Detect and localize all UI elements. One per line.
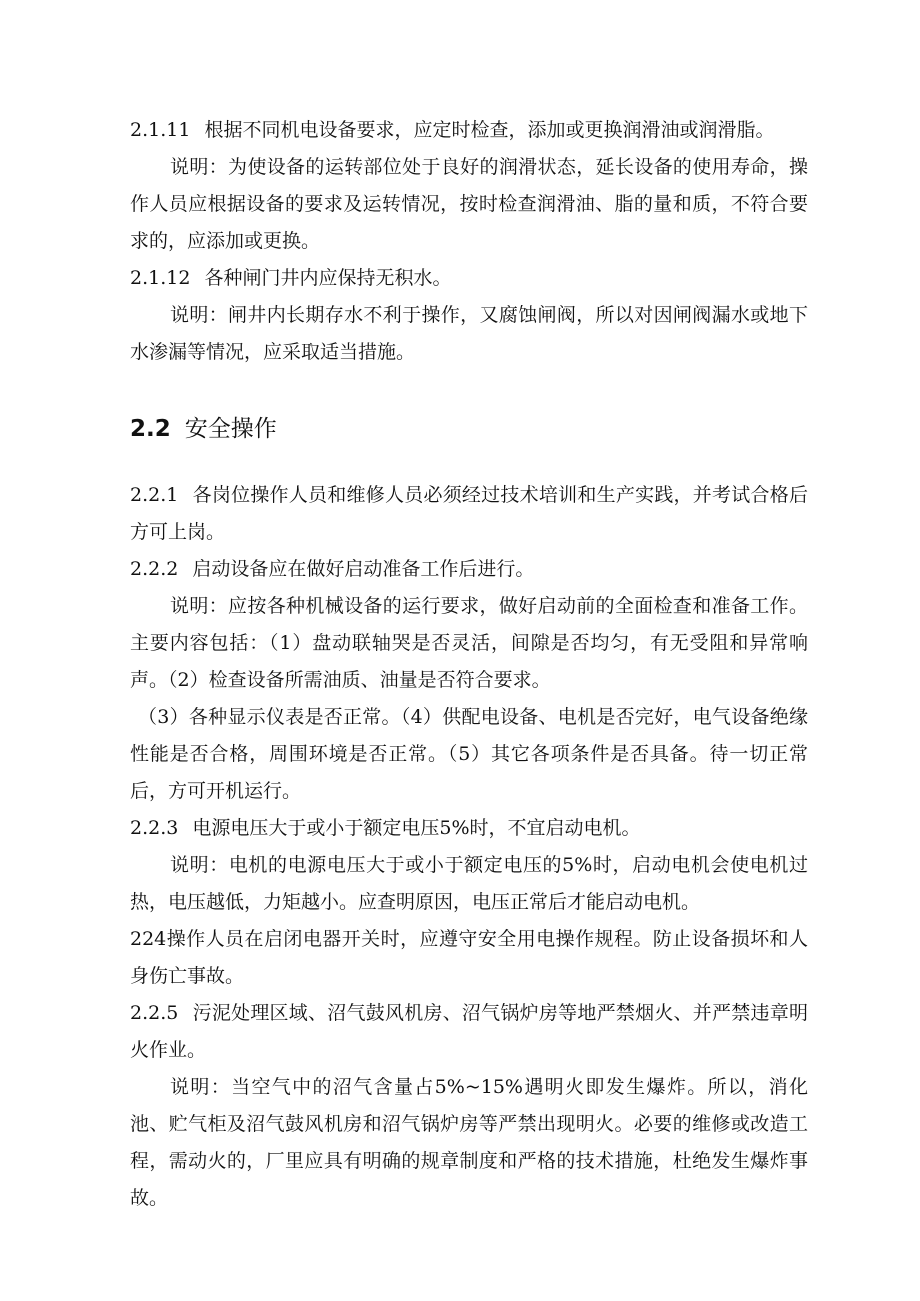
- clause-number: 2.1.12: [130, 267, 191, 289]
- clause-2-2-3: [130, 810, 808, 847]
- clause-text: 各种闸门井内应保持无积水。: [204, 267, 452, 289]
- clause-text: 各岗位操作人员和维修人员必须经过技术培训和生产实践，并考试合格后方可上岗。: [130, 484, 808, 543]
- clause-2-1-12: [130, 260, 808, 297]
- clause-number: 2.2.3: [130, 817, 179, 839]
- clause-2-2-1: [130, 477, 808, 551]
- explanation-paragraph: 说明：闸井内长期存水不利于操作，又腐蚀闸阀，所以对因闸阀漏水或地下水渗漏等情况，应采取适当措施。: [130, 304, 808, 363]
- clause-number: 2.2.2: [130, 558, 179, 580]
- explanation-continued: （3）各种显示仪表是否正常。（4）供配电设备、电机是否完好，电气设备绝缘性能是否合格，周围环境是否正常。（5）其它各项条件是否具备。待一切正常后，方可开机运行。: [130, 706, 808, 802]
- section-title: 安全操作: [184, 416, 277, 442]
- explanation-paragraph: 说明：应按各种机械设备的运行要求，做好启动前的全面检查和准备工作。主要内容包括：（1）盘动联轴哭是否灵活，间隙是否均匀，有无受阻和异常响声。（2）检查设备所需油质、油量是否符合要求。: [130, 595, 808, 691]
- clause-2-2-2: [130, 551, 808, 588]
- explanation-paragraph: 说明：当空气中的沼气含量占5%~15%遇明火即发生爆炸。所以，消化池、贮气柜及沼气鼓风机房和沼气锅炉房等严禁出现明火。必要的维修或改造工程，需动火的，厂里应具有明确的规章制度和严格的技术措施，杜绝发生爆炸事故。: [130, 1076, 808, 1209]
- clause-text: 电源电压大于或小于额定电压5%时，不宜启动电机。: [192, 817, 641, 839]
- explanation-paragraph: 说明：电机的电源电压大于或小于额定电压的5%时，启动电机会使电机过热，电压越低，力矩越小。应查明原因，电压正常后才能启动电机。: [130, 854, 808, 913]
- clause-text: 污泥处理区域、沼气鼓风机房、沼气锅炉房等地严禁烟火、并严禁违章明火作业。: [130, 1002, 808, 1061]
- clause-number: 2.2.5: [130, 1002, 179, 1024]
- section-number: 2.2: [130, 416, 171, 442]
- clause-2-2-4: 224操作人员在启闭电器开关时，应遵守安全用电操作规程。防止设备损坏和人身伤亡事故。: [130, 928, 808, 987]
- section-heading: [130, 411, 808, 447]
- clause-number: 2.2.1: [130, 484, 179, 506]
- clause-text: 启动设备应在做好启动准备工作后进行。: [192, 558, 535, 580]
- explanation-paragraph: 说明：为使设备的运转部位处于良好的润滑状态，延长设备的使用寿命，操作人员应根据设备的要求及运转情况，按时检查润滑油、脂的量和质，不符合要求的，应添加或更换。: [130, 156, 808, 252]
- clause-2-1-11: [130, 112, 808, 149]
- clause-text: 根据不同机电设备要求，应定时检查，添加或更换润滑油或润滑脂。: [204, 119, 775, 141]
- clause-number: 2.1.11: [130, 119, 191, 141]
- clause-2-2-5: [130, 995, 808, 1069]
